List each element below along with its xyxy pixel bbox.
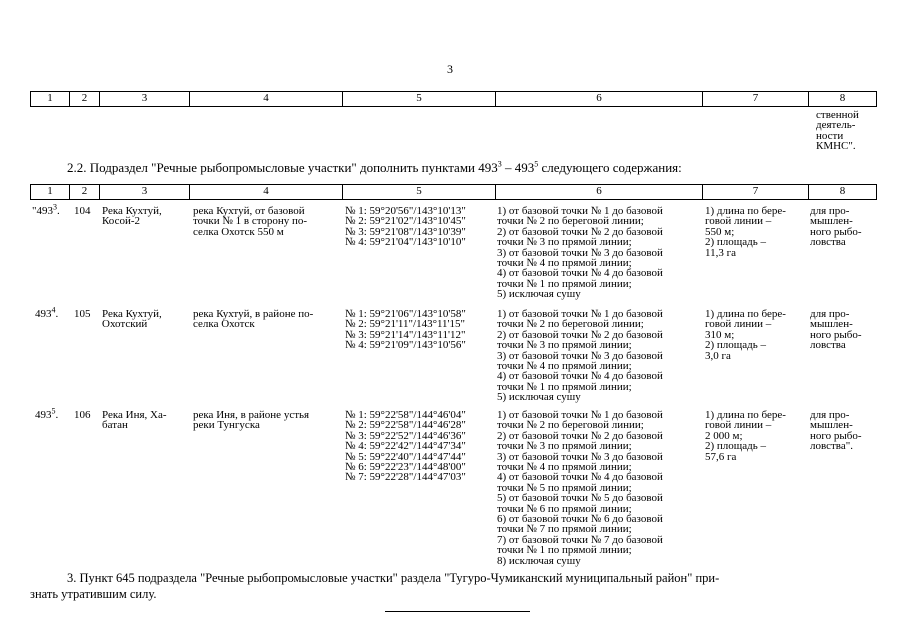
row-index	[32, 202, 60, 217]
column-number: 5	[343, 92, 496, 107]
coordinates: № 1: 59°20'56"/143°10'13" № 2: 59°21'02"/143°10'45" № 3: 59°21'08"/143°10'39" № 4: 59°21'04"/143°10'10"	[345, 205, 466, 249]
coordinates: № 1: 59°22'58"/144°46'04" № 2: 59°22'58"/144°46'28" № 3: 59°22'52"/144°46'36" № 4: 59°22'42"/144°47'34" № 5: 59°22'40"/144°47'44" № 6: 59°22'23"/144°48'00" № 7: 59°22'28"/144°47'03"	[345, 409, 466, 484]
paragraph-2-2-text: следующего содержания:	[538, 160, 682, 175]
area-size: 1) длина по бере- говой линии – 310 м; 2) площадь – 3,0 га	[705, 308, 786, 362]
column-number: 4	[190, 92, 343, 107]
column-number: 4	[190, 185, 343, 200]
row-index-tail: .	[57, 205, 60, 217]
purpose: для про- мышлен- ного рыбо- ловства	[810, 205, 862, 249]
area-name: Река Иня, Ха- батан	[102, 409, 167, 432]
column-number: 1	[31, 185, 70, 200]
row-index-base: "493	[32, 205, 53, 217]
column-number: 6	[496, 185, 703, 200]
row-number: 106	[74, 409, 91, 421]
column-header-table-top	[30, 91, 877, 107]
paragraph-2-2	[67, 160, 682, 176]
row-index	[35, 305, 59, 320]
paragraph-3-line: знать утратившим силу.	[30, 587, 157, 601]
column-number: 2	[70, 185, 100, 200]
column-number: 6	[496, 92, 703, 107]
paragraph-3-line: 3. Пункт 645 подраздела "Речные рыбопромысловые участки" раздела "Тугуро-Чумиканский муниципальный район" при-	[67, 571, 720, 585]
superscript: 5	[534, 159, 539, 169]
area-name: Река Кухтуй, Косой-2	[102, 205, 162, 228]
purpose: для про- мышлен- ного рыбо- ловства	[810, 308, 862, 352]
column-number: 7	[703, 185, 809, 200]
superscript: 4	[51, 305, 56, 315]
coordinates: № 1: 59°21'06"/143°10'58" № 2: 59°21'11"/143°11'15" № 3: 59°21'14"/143°11'12" № 4: 59°21'09"/143°10'56"	[345, 308, 466, 352]
paragraph-2-2-text: – 493	[501, 160, 535, 175]
area-location: река Кухтуй, от базовой точки № 1 в сторону по- селка Охотск 550 м	[193, 205, 308, 238]
superscript: 5	[51, 406, 56, 416]
area-size: 1) длина по бере- говой линии – 2 000 м; 2) площадь – 57,6 га	[705, 409, 786, 463]
row-index-tail: .	[55, 409, 59, 421]
column-header-table	[30, 184, 877, 200]
row-number: 105	[74, 308, 91, 320]
superscript: 3	[53, 202, 57, 212]
column-number: 3	[100, 185, 190, 200]
boundaries: 1) от базовой точки № 1 до базовой точки № 2 по береговой линии; 2) от базовой точки № 2 до базовой точки № 3 по прямой линии; 3) от базовой точки № 3 до базовой точки № 4 по прямой линии; 4) от базовой точки № 4 до базовой точки № 1 по прямой линии; 5) исключая сушу	[497, 308, 663, 404]
column-number: 5	[343, 185, 496, 200]
row-index-base: 493	[35, 409, 52, 421]
page-number: 3	[447, 62, 453, 76]
superscript: 3	[497, 159, 502, 169]
closing-divider	[385, 611, 530, 612]
paragraph-2-2-text: 2.2. Подраздел "Речные рыбопромысловые участки" дополнить пунктами 493	[67, 160, 498, 175]
row-index-tail: .	[55, 308, 59, 320]
column-number: 1	[31, 92, 70, 107]
row-index-base: 493	[35, 308, 52, 320]
column-number: 7	[703, 92, 809, 107]
area-location: река Иня, в районе устья реки Тунгуска	[193, 409, 310, 432]
boundaries: 1) от базовой точки № 1 до базовой точки № 2 по береговой линии; 2) от базовой точки № 2 до базовой точки № 3 по прямой линии; 3) от базовой точки № 3 до базовой точки № 4 по прямой линии; 4) от базовой точки № 4 до базовой точки № 5 по прямой линии; 5) от базовой точки № 5 до базовой точки № 6 по прямой линии; 6) от базовой точки № 6 до базовой точки № 7 по прямой линии; 7) от базовой точки № 7 до базовой точки № 1 по прямой линии; 8) исключая сушу	[497, 409, 663, 567]
column-number: 2	[70, 92, 100, 107]
row-number: 104	[74, 205, 91, 217]
paragraph-3	[30, 570, 876, 602]
area-location: река Кухтуй, в районе по- селка Охотск	[193, 308, 314, 331]
column-number: 3	[100, 92, 190, 107]
row-index	[35, 406, 59, 421]
area-name: Река Кухтуй, Охотский	[102, 308, 162, 331]
boundaries: 1) от базовой точки № 1 до базовой точки № 2 по береговой линии; 2) от базовой точки № 2 до базовой точки № 3 по прямой линии; 3) от базовой точки № 3 до базовой точки № 4 по прямой линии; 4) от базовой точки № 4 до базовой точки № 1 по прямой линии; 5) исключая сушу	[497, 205, 663, 301]
continuation-cell-text: ственной деятель- ности КМНС".	[816, 109, 859, 153]
column-number: 8	[809, 92, 877, 107]
purpose: для про- мышлен- ного рыбо- ловства".	[810, 409, 862, 453]
column-number: 8	[809, 185, 877, 200]
area-size: 1) длина по бере- говой линии – 550 м; 2) площадь – 11,3 га	[705, 205, 786, 259]
